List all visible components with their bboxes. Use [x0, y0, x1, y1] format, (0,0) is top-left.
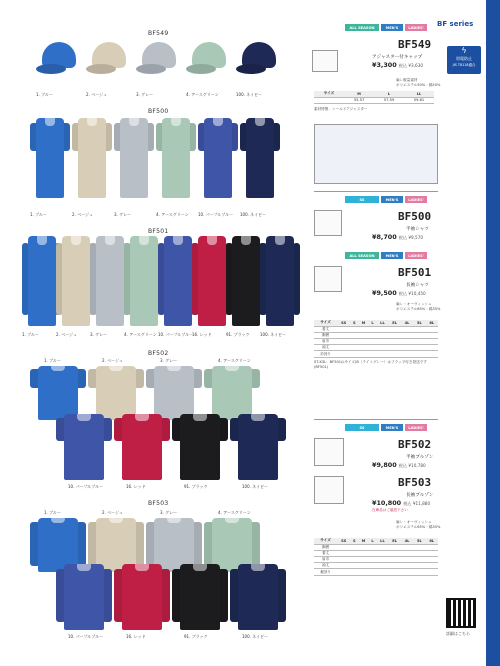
color-caption: 3. グレー — [160, 510, 178, 515]
color-caption: 1. ブルー — [44, 358, 61, 363]
size-cell: SS — [337, 320, 350, 326]
product-name-bf501: 長袖シャツ — [406, 283, 429, 288]
size-cell: 衿回り — [314, 351, 337, 357]
size-cell: 5L — [413, 320, 425, 326]
color-caption: 10. パープルブルー — [158, 332, 194, 337]
garment-body — [204, 118, 232, 198]
collar — [193, 414, 206, 421]
size-cell — [358, 569, 368, 575]
garment-image — [146, 366, 202, 420]
color-caption: 16. レッド — [192, 332, 212, 337]
price-bf500: ¥8,700 税込 ¥9,570 — [372, 233, 424, 241]
garment-body — [78, 118, 106, 198]
garment-image — [156, 118, 196, 198]
tag-ss: SS — [345, 424, 379, 431]
collar — [213, 118, 223, 126]
cap-brim — [86, 64, 116, 74]
color-caption: 2. ベージュ — [86, 92, 107, 97]
color-caption: 4. アースグリーン — [124, 332, 157, 337]
color-caption: 100. ネイビー — [242, 484, 268, 489]
cap-brim — [186, 64, 216, 74]
fabric-bf503: 麻レ・オーヴィッシュ ポリエステル65%・綿35% — [396, 520, 441, 529]
collar — [225, 366, 238, 371]
color-caption: 2. ベージュ — [56, 332, 77, 337]
collar — [275, 236, 285, 245]
cap-brim — [36, 64, 66, 74]
collar — [45, 118, 55, 126]
cap-image — [136, 40, 180, 78]
size-row — [314, 351, 438, 357]
color-caption: 2. ベージュ — [72, 212, 93, 217]
size-cell: L — [369, 538, 377, 544]
collar — [109, 518, 122, 523]
size-cell: 4L — [401, 320, 413, 326]
color-caption: 3. グレー — [90, 332, 108, 337]
collar — [87, 118, 97, 126]
color-caption: 16. レッド — [126, 484, 146, 489]
collar — [225, 518, 238, 523]
cap-brim — [236, 64, 266, 74]
garment-body — [122, 414, 161, 480]
garment-image — [240, 118, 280, 198]
color-caption: 10. パープルブルー — [198, 212, 234, 217]
garment-body — [238, 564, 277, 630]
size-cell — [413, 351, 425, 357]
garment-body — [36, 118, 64, 198]
size-cell — [358, 351, 368, 357]
product-code-bf501: BF501 — [398, 266, 432, 279]
collar — [51, 518, 64, 523]
color-caption: 100. ネイビー — [240, 212, 266, 217]
collar — [135, 414, 148, 421]
size-cell: M — [358, 320, 368, 326]
detail-diagram-bf500 — [314, 124, 438, 184]
size-cell: 袖丈 — [314, 563, 337, 569]
garment-body — [180, 414, 219, 480]
size-cell — [376, 351, 388, 357]
garment-body — [130, 236, 158, 326]
antistatic-badge — [447, 46, 481, 74]
garment-image — [88, 366, 144, 420]
size-cell: 裾回り — [314, 569, 337, 575]
size-cell: LL — [376, 320, 388, 326]
size-cell: 6L — [426, 320, 438, 326]
sub-note-bf503: 在庫品はご確認下さい — [372, 508, 408, 512]
color-caption: 4. アースグリーン — [156, 212, 189, 217]
qr-caption: 詳細はこちら — [446, 631, 470, 636]
size-table-bf549: サイズ M L LL 55-57 57-59 59-61 — [314, 91, 434, 104]
size-cell: 肩巾 — [314, 339, 337, 345]
size-cell: サイズ — [314, 320, 337, 326]
collar — [51, 366, 64, 371]
tag-mens: MEN'S — [381, 24, 403, 31]
product-name-bf549: アジャスター付キャップ — [372, 55, 423, 60]
color-caption: 4. アースグリーン — [186, 92, 219, 97]
size-cell: LL — [376, 538, 388, 544]
product-code-bf503: BF503 — [398, 476, 432, 489]
garment-body — [120, 118, 148, 198]
section-code-bf500: BF500 — [148, 108, 169, 115]
size-cell: 胸囲 — [314, 544, 337, 550]
garment-image — [260, 236, 300, 326]
collar — [139, 236, 149, 245]
size-cell — [413, 569, 425, 575]
product-code-bf502: BF502 — [398, 438, 432, 451]
collar — [193, 564, 206, 571]
page-number: 058 — [469, 644, 486, 653]
collar — [173, 236, 183, 245]
size-cell: SS — [337, 538, 350, 544]
garment-image — [114, 564, 170, 630]
size-cell: S — [350, 320, 358, 326]
color-caption: 10. パープルブルー — [68, 484, 104, 489]
tag-ladies: LADIES' — [405, 24, 427, 31]
size-row — [314, 569, 438, 575]
garment-body — [122, 564, 161, 630]
tag-all-season: ALL SEASON — [345, 24, 379, 31]
product-name-bf500: 半袖シャツ — [406, 227, 429, 232]
color-caption: 3. グレー — [160, 358, 178, 363]
collar — [109, 366, 122, 371]
color-caption: 1. ブルー — [36, 92, 53, 97]
garment-body — [96, 236, 124, 326]
color-caption: 2. ベージュ — [102, 358, 123, 363]
product-code-bf500: BF500 — [398, 210, 432, 223]
garment-image — [30, 366, 86, 420]
product-name-bf503: 長袖ブルゾン — [406, 493, 434, 498]
collar — [129, 118, 139, 126]
collar — [167, 366, 180, 371]
color-caption: 91. ブラック — [226, 332, 250, 337]
garment-image — [230, 414, 286, 480]
garment-body — [28, 236, 56, 326]
side-accent-bar — [486, 0, 500, 666]
size-cell: 6L — [426, 538, 438, 544]
garment-image — [30, 118, 70, 198]
tag-ss: SS — [345, 196, 379, 203]
size-cell — [350, 351, 358, 357]
garment-body — [162, 118, 190, 198]
size-cell: 4L — [401, 538, 413, 544]
color-caption: 1. ブルー — [44, 510, 61, 515]
section-code-bf501: BF501 — [148, 228, 169, 235]
size-cell — [350, 569, 358, 575]
garment-body — [64, 564, 103, 630]
section-code-bf549: BF549 — [148, 30, 169, 37]
garment-body — [96, 366, 135, 420]
size-cell: EL — [388, 538, 400, 544]
garment-image — [198, 118, 238, 198]
cap-brim — [136, 64, 166, 74]
garment-image — [72, 118, 112, 198]
cap-image — [186, 40, 230, 78]
size-cell — [369, 351, 377, 357]
size-cell: S — [350, 538, 358, 544]
color-caption: 91. ブラック — [184, 484, 208, 489]
price-bf503: ¥10,800 税込 ¥11,880 — [372, 499, 431, 507]
garment-body — [164, 236, 192, 326]
tag-mens: MEN'S — [381, 424, 403, 431]
color-caption: 100. ネイビー — [260, 332, 286, 337]
collar — [77, 414, 90, 421]
size-cell: 5L — [413, 538, 425, 544]
size-cell — [426, 351, 438, 357]
size-cell — [376, 569, 388, 575]
product-code-bf549: BF549 — [398, 38, 432, 51]
cap-image — [86, 40, 130, 78]
price-bf549: ¥3,300 税込 ¥3,630 — [372, 61, 424, 69]
size-cell: L — [369, 320, 377, 326]
collar — [77, 564, 90, 571]
collar — [251, 564, 264, 571]
garment-body — [62, 236, 90, 326]
garment-body — [64, 414, 103, 480]
collar — [207, 236, 217, 245]
collar — [171, 118, 181, 126]
size-cell: EL — [388, 320, 400, 326]
size-cell: 胸囲 — [314, 332, 337, 338]
badge-label: 帯電防止 — [456, 56, 472, 61]
size-cell — [426, 569, 438, 575]
garment-body — [238, 414, 277, 480]
tag-ladies: LADIES' — [405, 196, 427, 203]
garment-image — [230, 564, 286, 630]
color-caption: 91. ブラック — [184, 634, 208, 639]
size-cell — [401, 351, 413, 357]
cap-image — [36, 40, 80, 78]
color-caption: 1. ブルー — [22, 332, 39, 337]
collar — [167, 518, 180, 523]
size-cell — [369, 569, 377, 575]
size-cell: 着丈 — [314, 550, 337, 556]
shirt-diagram-bf500 — [314, 210, 342, 236]
collar — [251, 414, 264, 421]
jacket-diagram-bf503 — [314, 476, 344, 504]
garment-body — [198, 236, 226, 326]
qr-code[interactable] — [446, 598, 476, 628]
section-code-bf503: BF503 — [148, 500, 169, 507]
collar — [135, 564, 148, 571]
size-cell — [401, 569, 413, 575]
section-code-bf502: BF502 — [148, 350, 169, 357]
color-caption: 10. パープルブルー — [68, 634, 104, 639]
color-caption: 1. ブルー — [30, 212, 47, 217]
size-cell — [388, 569, 400, 575]
jacket-diagram-bf502 — [314, 438, 344, 466]
size-cell — [337, 351, 350, 357]
garment-body — [38, 366, 77, 420]
garment-image — [114, 414, 170, 480]
cap-diagram — [312, 50, 338, 72]
size-cell: 袖丈 — [314, 345, 337, 351]
series-title: BF series — [437, 20, 474, 28]
fabric-bf549: 麻レ軽量素材 ポリエステル50%・綿50% — [396, 78, 441, 87]
garment-image — [172, 564, 228, 630]
fabric-bf501: 麻レ・オーヴィッシュ ポリエステル65%・綿35% — [396, 302, 441, 311]
divider — [314, 191, 438, 192]
price-bf502: ¥9,800 税込 ¥10,780 — [372, 461, 426, 469]
tag-ladies: LADIES' — [405, 424, 427, 431]
size-cell: M — [358, 538, 368, 544]
size-cell: 肩巾 — [314, 557, 337, 563]
product-name-bf502: 半袖ブルゾン — [406, 455, 434, 460]
collar — [105, 236, 115, 245]
garment-body — [212, 366, 251, 420]
garment-image — [56, 414, 112, 480]
garment-image — [204, 366, 260, 420]
garment-body — [266, 236, 294, 326]
color-caption: 3. グレー — [136, 92, 154, 97]
collar — [255, 118, 265, 126]
divider — [314, 419, 438, 420]
color-caption: 16. レッド — [126, 634, 146, 639]
garment-body — [180, 564, 219, 630]
tag-mens: MEN'S — [381, 252, 403, 259]
lightning-icon: ϟ — [461, 46, 467, 55]
size-table-bf501 — [314, 320, 438, 358]
size-table-bf503 — [314, 538, 438, 576]
tag-all-season: ALL SEASON — [345, 252, 379, 259]
garment-body — [246, 118, 274, 198]
color-caption: 100. ネイビー — [236, 92, 262, 97]
garment-image — [172, 414, 228, 480]
size-cell: サイズ — [314, 538, 337, 544]
price-bf501: ¥9,500 税込 ¥10,450 — [372, 289, 426, 297]
size-cell: 着丈 — [314, 326, 337, 332]
cap-image — [236, 40, 280, 78]
shirt-diagram-bf501 — [314, 266, 342, 292]
color-caption: 100. ネイビー — [242, 634, 268, 639]
size-cell — [388, 351, 400, 357]
note-bf501: ST-K3L：BF501(Lサイズ)B（ライトグレー）はフラップ付き発送です(BF501) — [314, 360, 427, 369]
color-caption: 4. アースグリーン — [218, 358, 251, 363]
tag-ladies: LADIES' — [405, 252, 427, 259]
color-caption: 3. グレー — [114, 212, 132, 217]
color-caption: 2. ベージュ — [102, 510, 123, 515]
collar — [71, 236, 81, 245]
note-bf549: 素材特徴：シールドアジャスター — [314, 107, 368, 111]
garment-body — [154, 366, 193, 420]
color-caption: 4. アースグリーン — [218, 510, 251, 515]
collar — [37, 236, 47, 245]
collar — [241, 236, 251, 245]
badge-sub: JIS T8118適合 — [452, 63, 476, 67]
garment-body — [232, 236, 260, 326]
tag-mens: MEN'S — [381, 196, 403, 203]
garment-image — [56, 564, 112, 630]
size-cell — [337, 569, 350, 575]
garment-image — [114, 118, 154, 198]
